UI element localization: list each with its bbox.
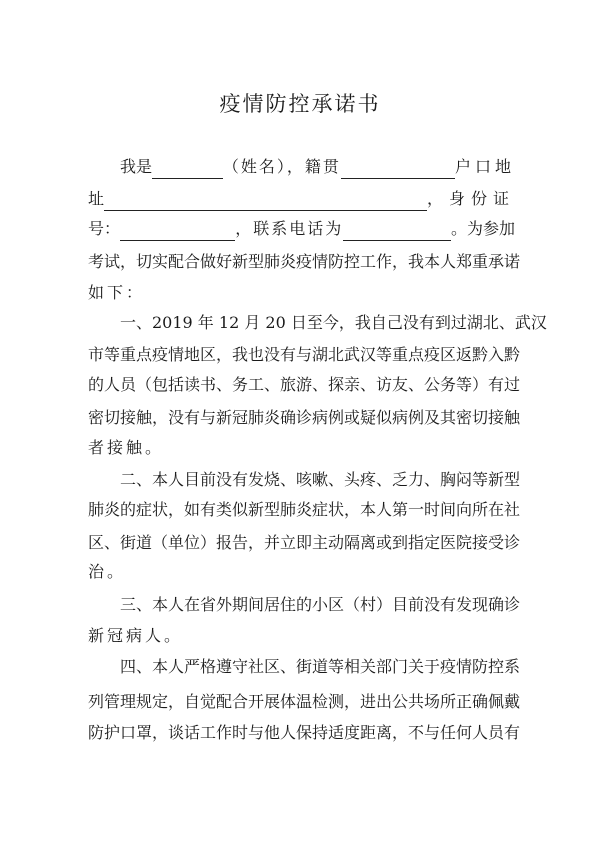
intro-line-4: 考试，切实配合做好新型肺炎疫情防控工作，我本人郑重承诺 — [88, 252, 521, 271]
para-2-line: 区、街道（单位）报告，并立即主动隔离或到指定医院接受诊 — [88, 533, 521, 552]
address-blank-field[interactable] — [104, 192, 427, 211]
id-number-blank-field[interactable] — [120, 222, 235, 241]
text: 址 — [88, 189, 105, 208]
para-2-line: 肺炎的症状，如有类似新型肺炎症状，本人第一时间向所在社 — [88, 500, 521, 519]
intro-line-5: 如下： — [88, 283, 146, 302]
text: ，联系电话为 — [235, 219, 344, 238]
document-title: 疫情防控承诺书 — [219, 92, 381, 116]
text: （姓名），籍贯 — [222, 157, 341, 176]
text: 我是 — [120, 157, 153, 176]
para-4-line: 四、本人严格遵守社区、街道等相关部门关于疫情防控系 — [120, 657, 521, 676]
para-4-line: 列管理规定，自觉配合开展体温检测，进出公共场所正确佩戴 — [88, 692, 521, 711]
para-1-line: 者接触。 — [88, 438, 165, 457]
para-3-line: 三、本人在省外期间居住的小区（村）目前没有发现确诊 — [120, 595, 521, 614]
phone-blank-field[interactable] — [343, 222, 451, 241]
para-4-line: 防护口罩，谈话工作时与他人保持适度距离，不与任何人员有 — [88, 723, 521, 742]
intro-line-2 — [88, 187, 515, 211]
para-1-line: 一、2019 年 12 月 20 日至今，我自己没有到过湖北、武汉 — [120, 313, 547, 332]
text: 。为参加 — [450, 219, 515, 238]
para-1-line: 密切接触，没有与新冠肺炎确诊病例或疑似病例及其密切接触 — [88, 408, 521, 427]
native-place-blank-field[interactable] — [341, 160, 455, 179]
para-2-line: 二、本人目前没有发烧、咳嗽、头疼、乏力、胸闷等新型 — [120, 470, 521, 489]
intro-line-3 — [88, 217, 515, 241]
para-2-line: 治。 — [88, 562, 127, 581]
para-3-line: 新冠病人。 — [88, 626, 184, 645]
text: 户口地 — [454, 157, 515, 176]
para-1-line: 的人员（包括读书、务工、旅游、探亲、访友、公务等）有过 — [88, 375, 521, 394]
intro-line-1 — [120, 155, 515, 179]
text: 号： — [88, 219, 121, 238]
text: ，身份证 — [426, 189, 515, 208]
para-1-line: 市等重点疫情地区，我也没有与湖北武汉等重点疫区返黔入黔 — [88, 345, 521, 364]
name-blank-field[interactable] — [152, 160, 223, 179]
